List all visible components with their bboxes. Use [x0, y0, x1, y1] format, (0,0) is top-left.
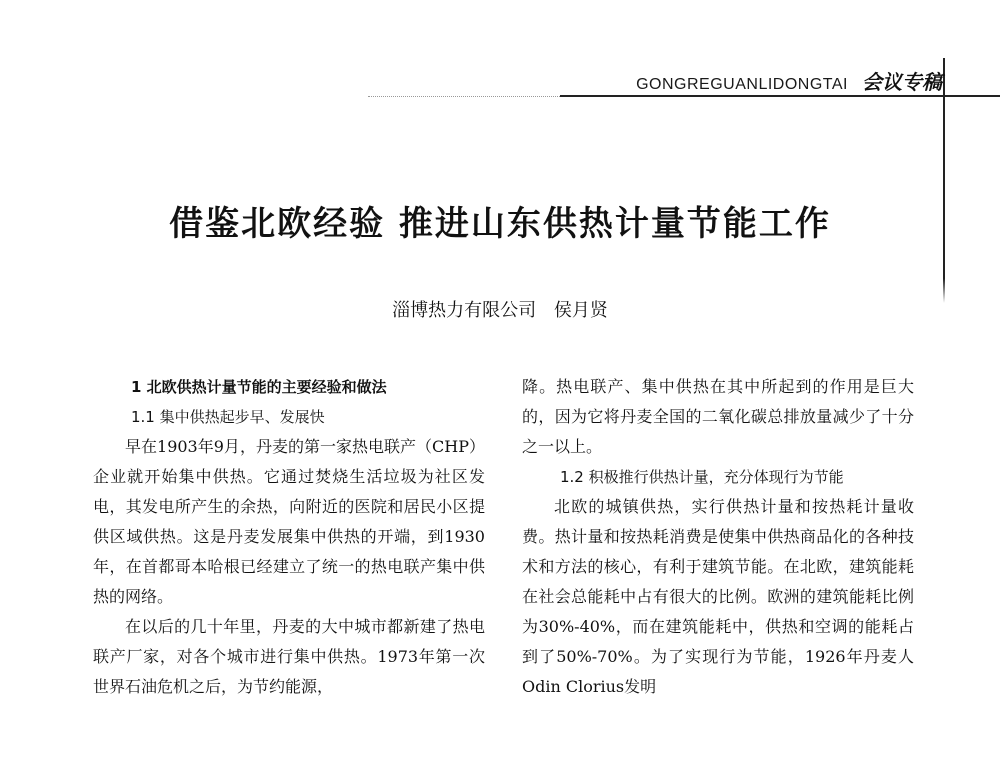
- byline: [0, 296, 1000, 322]
- paragraph: 北欧的城镇供热，实行供热计量和按热耗计量收费。热计量和按热耗消费是使集中供热商品化的各种技术和方法的核心，有利于建筑节能。在北欧，建筑能耗在社会总能耗中占有很大的比例。欧洲的建筑能耗比例为30%-40%，而在建筑能耗中，供热和空调的能耗占到了50%-70%。为了实现行为节能，1926年丹麦人Odin Clorius发明: [522, 497, 914, 696]
- author-name: 侯月贤: [553, 300, 608, 321]
- paragraph-continuation: 降。热电联产、集中供热在其中所起到的作用是巨大的，因为它将丹麦全国的二氧化碳总排放量减少了十分之一以上。: [522, 377, 914, 456]
- header-solid-rule: [560, 95, 1000, 97]
- paragraph: 早在1903年9月，丹麦的第一家热电联产（CHP）企业就开始集中供热。它通过焚烧生活垃圾为社区发电，其发电所产生的余热，向附近的医院和居民小区提供区域供热。这是丹麦发展集中供热的开端，到1930年，在首都哥本哈根已经建立了统一的热电联产集中供热的网络。: [93, 437, 485, 606]
- right-column: [522, 372, 914, 702]
- running-header: [636, 66, 942, 95]
- section-label-cn: 会议专稿: [862, 70, 942, 94]
- subsection-heading-1-1: 1.1 集中供热起步早、发展快: [131, 408, 325, 426]
- author-organization: 淄博热力有限公司: [392, 300, 537, 321]
- header-vertical-rule: [943, 58, 945, 303]
- article-title: 借鉴北欧经验 推进山东供热计量节能工作: [169, 204, 831, 244]
- left-column: [93, 372, 485, 702]
- subsection-heading-1-2: 1.2 积极推行供热计量，充分体现行为节能: [560, 468, 844, 486]
- section-label-en: GONGREGUANLIDONGTAI: [636, 76, 848, 93]
- paragraph: 在以后的几十年里，丹麦的大中城市都新建了热电联产厂家，对各个城市进行集中供热。1973年第一次世界石油危机之后，为节约能源，: [93, 617, 485, 696]
- section-heading-1: 1 北欧供热计量节能的主要经验和做法: [131, 378, 387, 396]
